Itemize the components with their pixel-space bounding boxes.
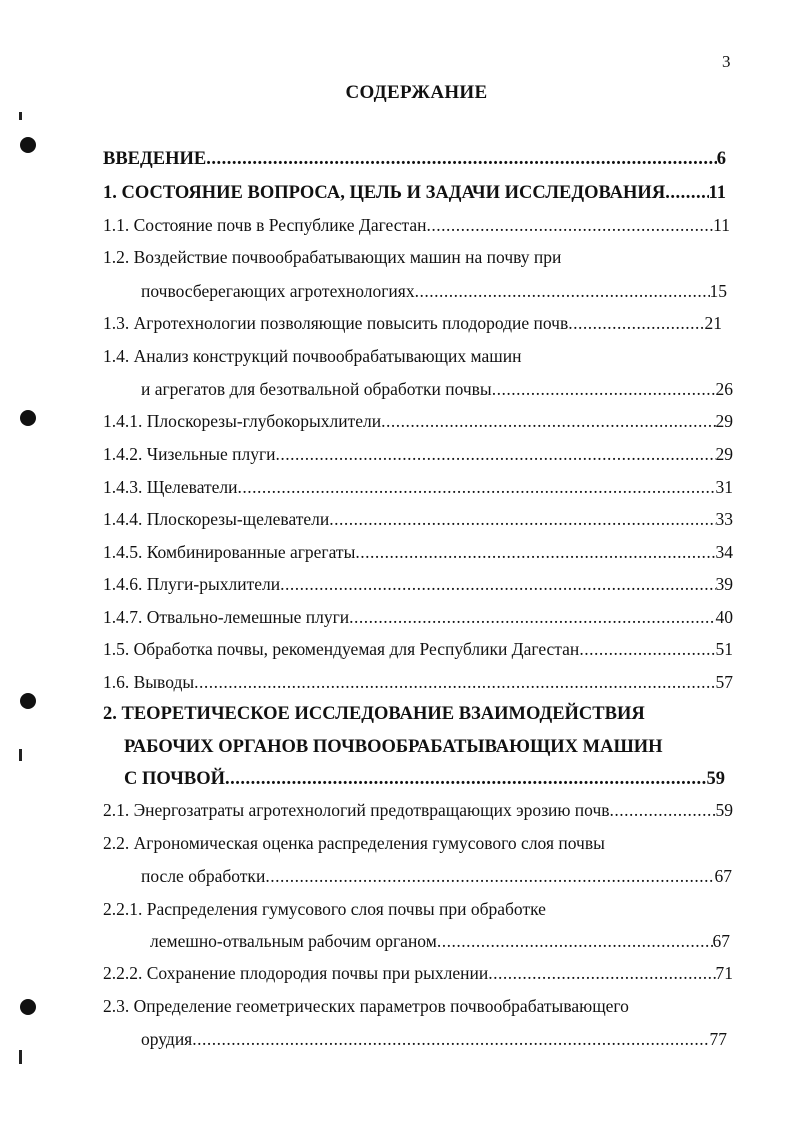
toc-entry-label: лемешно-отвальным рабочим органом — [150, 931, 437, 951]
leader-dots — [355, 541, 715, 563]
leader-dots — [488, 962, 715, 984]
toc-entry-1-2[interactable] — [141, 280, 727, 302]
toc-entry-label: 1.4.3. Щелеватели — [103, 477, 238, 497]
toc-entry-label: и агрегатов для безотвальной обработки почвы — [141, 379, 492, 399]
toc-page-number: 34 — [715, 542, 733, 562]
toc-entry-introduction[interactable] — [103, 148, 726, 170]
toc-entry-2-3[interactable] — [141, 1028, 727, 1050]
toc-entry-label: 2.1. Энергозатраты агротехнологий предотвращающих эрозию почв — [103, 800, 610, 820]
leader-dots — [415, 280, 710, 302]
leader-dots — [238, 476, 716, 498]
page-number: 3 — [722, 52, 731, 71]
scan-speck-mark — [19, 112, 22, 120]
leader-dots — [492, 378, 716, 400]
leader-dots — [276, 443, 716, 465]
leader-dots — [427, 214, 714, 236]
leader-dots — [265, 865, 714, 887]
toc-entry-1-4-line1[interactable]: 1.4. Анализ конструкций почвообрабатывающих машин — [103, 346, 522, 366]
toc-page-number: 33 — [715, 509, 733, 529]
toc-entry-label: после обработки — [141, 866, 266, 886]
toc-page-number: 71 — [715, 963, 733, 983]
leader-dots — [329, 508, 715, 530]
toc-page-number: 67 — [712, 931, 730, 951]
toc-page-number: 40 — [715, 607, 733, 627]
toc-entry-1-4-7[interactable] — [103, 606, 733, 628]
toc-entry-2-3-line1[interactable]: 2.3. Определение геометрических параметров почвообрабатывающего — [103, 996, 629, 1016]
leader-dots — [579, 638, 715, 660]
toc-entry-label: ВВЕДЕНИЕ — [103, 149, 207, 169]
page-title: СОДЕРЖАНИЕ — [345, 82, 488, 103]
toc-page-number: 11 — [713, 215, 730, 235]
toc-entry-label: 1.1. Состояние почв в Республике Дагестан — [103, 215, 427, 235]
toc-entry-chapter-1[interactable] — [103, 182, 726, 204]
toc-entry-chapter-2-line1[interactable]: 2. ТЕОРЕТИЧЕСКОЕ ИССЛЕДОВАНИЕ ВЗАИМОДЕЙСТВИЯ — [103, 704, 645, 724]
toc-page-number: 67 — [714, 866, 732, 886]
toc-entry-1-4-3[interactable] — [103, 476, 733, 498]
leader-dots — [192, 1028, 709, 1050]
toc-entry-2-1[interactable] — [103, 799, 733, 821]
scan-speck-mark — [19, 749, 22, 761]
toc-entry-1-4[interactable] — [141, 378, 733, 400]
toc-entry-2-2-1[interactable] — [150, 930, 730, 952]
toc-page-number: 57 — [715, 672, 733, 692]
toc-entry-chapter-2[interactable] — [124, 768, 725, 790]
toc-entry-1-4-1[interactable] — [103, 410, 733, 432]
leader-dots — [381, 410, 715, 432]
toc-entry-label: 1.5. Обработка почвы, рекомендуемая для Республики Дагестан — [103, 639, 580, 659]
leader-dots — [610, 799, 716, 821]
toc-page-number: 59 — [715, 800, 733, 820]
toc-page-number: 31 — [715, 477, 733, 497]
toc-page-number: 29 — [715, 444, 733, 464]
toc-page-number: 11 — [708, 183, 726, 203]
toc-page-number: 77 — [709, 1029, 727, 1049]
toc-entry-label: 1.4.2. Чизельные плуги — [103, 444, 276, 464]
binder-hole-mark — [20, 410, 36, 426]
toc-entry-label: 1.4.1. Плоскорезы-глубокорыхлители — [103, 411, 382, 431]
leader-dots — [349, 606, 715, 628]
toc-page-number: 51 — [715, 639, 733, 659]
toc-entry-1-5[interactable] — [103, 638, 733, 660]
toc-entry-label: С ПОЧВОЙ — [124, 769, 226, 789]
leader-dots — [665, 182, 708, 204]
toc-page-number: 21 — [704, 313, 722, 333]
toc-entry-1-4-2[interactable] — [103, 443, 733, 465]
toc-entry-label: 1.4.6. Плуги-рыхлители — [103, 574, 281, 594]
toc-entry-label: 1.3. Агротехнологии позволяющие повысить плодородие почв — [103, 313, 569, 333]
leader-dots — [437, 930, 713, 952]
toc-entry-label: почвосберегающих агротехнологиях — [141, 281, 415, 301]
toc-entry-label: 2.2.2. Сохранение плодородия почвы при рыхлении — [103, 963, 489, 983]
toc-entry-1-1[interactable] — [103, 214, 730, 236]
toc-page-number: 29 — [715, 411, 733, 431]
leader-dots — [280, 573, 715, 595]
toc-entry-2-2-1-line1[interactable]: 2.2.1. Распределения гумусового слоя почвы при обработке — [103, 899, 546, 919]
toc-entry-1-2-line1[interactable]: 1.2. Воздействие почвообрабатывающих машин на почву при — [103, 247, 562, 267]
toc-entry-chapter-2-line2[interactable]: РАБОЧИХ ОРГАНОВ ПОЧВООБРАБАТЫВАЮЩИХ МАШИН — [124, 737, 663, 757]
toc-entry-label: 1.4.7. Отвально-лемешные плуги — [103, 607, 350, 627]
toc-entry-2-2[interactable] — [141, 865, 732, 887]
leader-dots — [206, 148, 717, 170]
toc-page-number: 26 — [715, 379, 733, 399]
scan-speck-mark — [19, 1050, 22, 1064]
toc-entry-label: орудия — [141, 1029, 193, 1049]
toc-entry-1-3[interactable] — [103, 312, 722, 334]
toc-page-number: 6 — [716, 149, 726, 169]
binder-hole-mark — [20, 999, 36, 1015]
toc-entry-1-4-6[interactable] — [103, 573, 733, 595]
toc-entry-label: 1.6. Выводы — [103, 672, 195, 692]
toc-entry-label: 1.4.5. Комбинированные агрегаты — [103, 542, 356, 562]
toc-entry-label: 1. СОСТОЯНИЕ ВОПРОСА, ЦЕЛЬ И ЗАДАЧИ ИССЛЕДОВАНИЯ — [103, 183, 666, 203]
toc-entry-1-4-4[interactable] — [103, 508, 733, 530]
leader-dots — [194, 671, 715, 693]
toc-entry-label: 1.4.4. Плоскорезы-щелеватели — [103, 509, 330, 529]
toc-entry-1-4-5[interactable] — [103, 541, 733, 563]
binder-hole-mark — [20, 693, 36, 709]
toc-entry-1-6[interactable] — [103, 671, 733, 693]
toc-entry-2-2-line1[interactable]: 2.2. Агрономическая оценка распределения гумусового слоя почвы — [103, 833, 605, 853]
leader-dots — [225, 768, 706, 790]
toc-page-number: 39 — [715, 574, 733, 594]
binder-hole-mark — [20, 137, 36, 153]
toc-page-number: 15 — [709, 281, 727, 301]
leader-dots — [568, 312, 704, 334]
toc-page-number: 59 — [706, 769, 725, 789]
toc-entry-2-2-2[interactable] — [103, 962, 733, 984]
